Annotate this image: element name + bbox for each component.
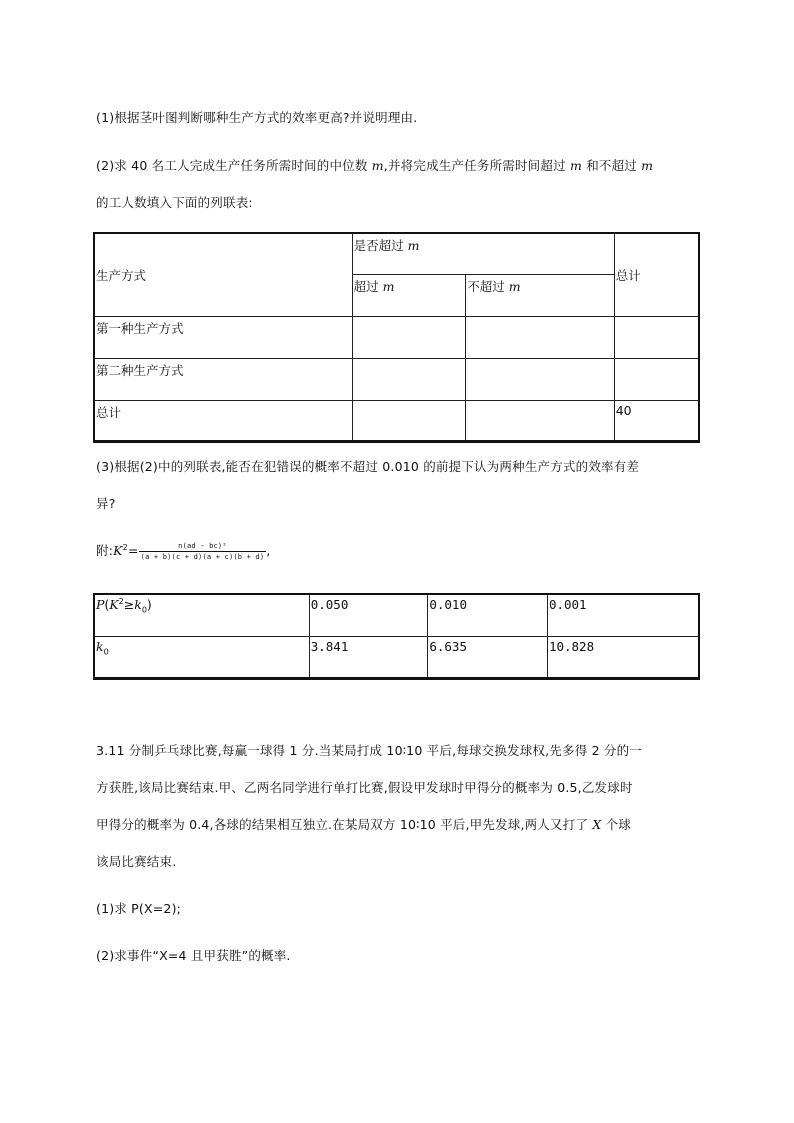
table-row [94,316,699,358]
q3-line3-a: 甲得分的概率为 0.4,各球的结果相互独立.在某局双方 10∶10 平后,甲先发球,两人又打了 [96,817,593,832]
formula-suffix: , [266,543,271,558]
formula-numerator: n(ad - bc)² [178,542,227,550]
row-label-k: $k_0$ [94,636,309,678]
q2-part1-text: (1)根据茎叶图判断哪种生产方式的效率更高?并说明理由. [96,110,418,125]
q2-part2-text-a: (2)求 40 名工人完成生产任务所需时间的中位数 [96,158,372,173]
formula-k: K [113,543,123,558]
critical-value-table [93,593,700,680]
p-value: 0.010 [428,594,548,636]
var-m: m [569,158,583,173]
var-m: m [371,158,384,173]
cell-total [614,358,699,400]
var-x: X [592,817,602,832]
q3-part2: (2)求事件“X=4 且甲获胜”的概率. [96,948,291,963]
formula-eq: = [127,543,139,558]
row-label: 第二种生产方式 [94,358,352,400]
q3-line2: 方获胜,该局比赛结束.甲、乙两名同学进行单打比赛,假设甲发球时甲得分的概率为 0.5,乙发球时 [96,780,633,795]
header-exceed-group: 是否超过 m [352,233,614,274]
q2-part2-text-b: ,并将完成生产任务所需时间超过 [383,158,570,173]
k-value: 3.841 [309,636,428,678]
k-value: 6.635 [428,636,548,678]
q2-part2-line1 [96,156,653,174]
contingency-table [93,232,700,443]
cell-not-exceed [466,316,615,358]
header-exceed: 超过 m [352,274,466,316]
formula-denominator: (a + b)(c + d)(a + c)(b + d) [140,553,265,561]
row-label: 第一种生产方式 [94,316,352,358]
p-value: 0.001 [547,594,699,636]
q2-part2-text-c: 和不超过 [582,158,642,173]
formula [96,541,270,561]
q2-part3-line2: 异? [96,496,116,511]
cell-not-exceed [466,358,615,400]
cell-total: 40 [614,400,699,441]
cell-total [614,316,699,358]
q2-part3-line1: (3)根据(2)中的列联表,能否在犯错误的概率不超过 0.010 的前提下认为两种生产方式的效率有差 [96,459,640,474]
cell-not-exceed [466,400,615,441]
cell-exceed [352,358,466,400]
q3-line1: 3.11 分制乒乓球比赛,每赢一球得 1 分.当某局打成 10∶10 平后,每球交换发球权,先多得 2 分的一 [96,743,643,758]
header-total: 总计 [614,233,699,316]
table-row [94,358,699,400]
q3-line4: 该局比赛结束. [96,854,177,869]
header-not-exceed: 不超过 m [466,274,615,316]
cell-exceed [352,316,466,358]
table-row [94,400,699,441]
row-label: 总计 [94,400,352,441]
formula-fraction [139,542,267,561]
row-label-p: $P(K^2\ge k_0)$ [94,594,309,636]
q3-line3 [96,815,631,833]
q2-part2-line2: 的工人数填入下面的列联表: [96,195,253,210]
p-value: 0.050 [309,594,428,636]
q3-part1: (1)求 P(X=2); [96,901,182,916]
q3-line3-b: 个球 [601,817,632,832]
header-mode: 生产方式 [94,233,352,316]
formula-square: 2 [122,542,128,552]
var-m: m [641,158,654,173]
k-value: 10.828 [547,636,699,678]
cell-exceed [352,400,466,441]
formula-prefix: 附: [96,543,114,558]
